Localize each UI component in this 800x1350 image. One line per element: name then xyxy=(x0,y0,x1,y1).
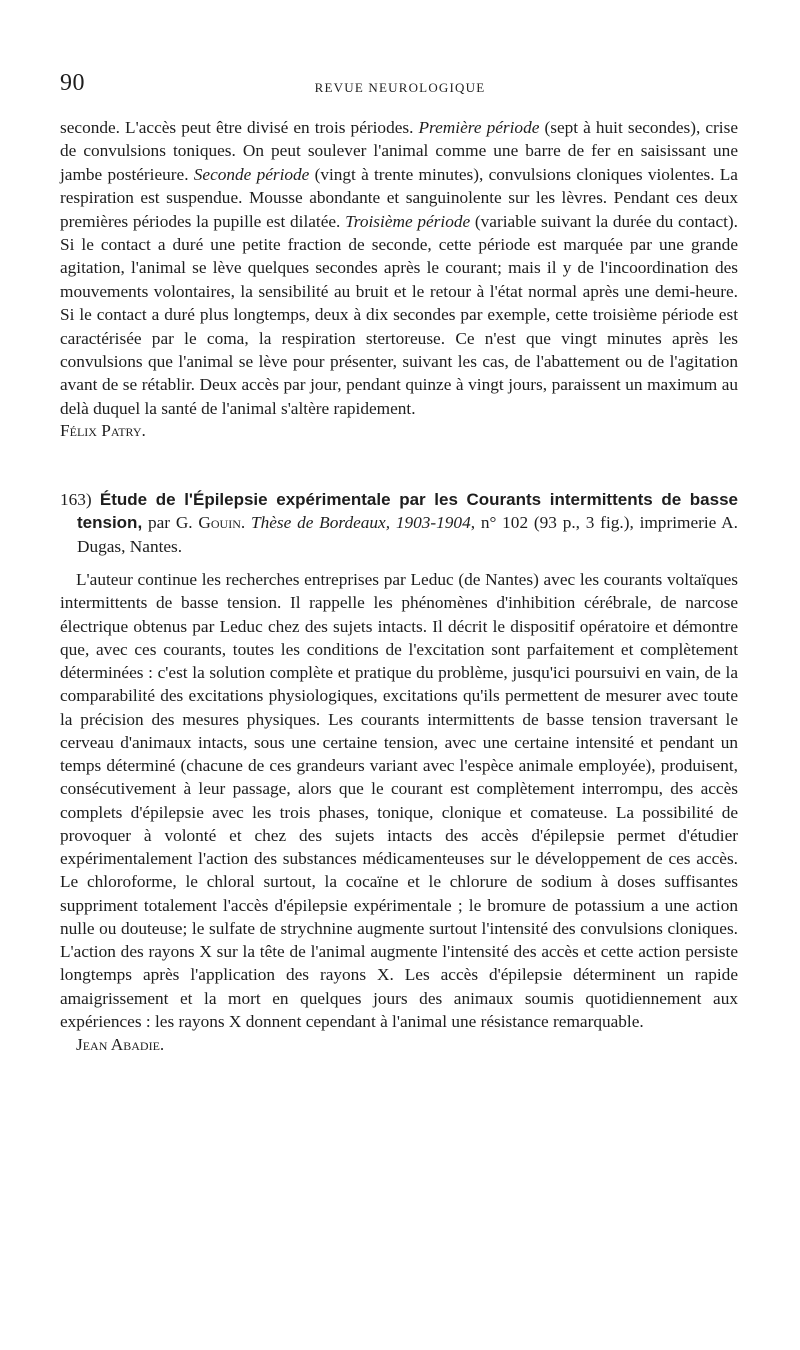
signature-text: Félix Patry. xyxy=(60,421,146,441)
text-run: seconde. L'accès peut être divisé en trois périodes. xyxy=(60,118,419,137)
abstract-signature xyxy=(60,1033,738,1056)
page-number: 90 xyxy=(60,70,85,96)
reviewer-signature xyxy=(60,419,738,442)
entry-heading xyxy=(60,488,738,558)
abstract-paragraph: L'auteur continue les recherches entreprises par Leduc (de Nantes) avec les courants voltaïques intermittents de basse tension. Il rappelle les phénomènes d'inhibition cérébrale, de narcose électrique obtenus par Leduc chez des sujets intacts. Il décrit le dispositif opératoire et démontre que, avec ces courants, toutes les conditions de l'excitation sont parfaitement et complètement déterminées : c'est la solution complète et pratique du problème, jusqu'ici poursuivi en vain, de la comparabilité des excitations physiologiques, excitations qu'ils permettent de mesurer avec toute la précision des mesures physiques. Les courants intermittents de basse tension traversant le cerveau d'animaux intacts, sous une certaine tension, avec une certaine intensité et pendant un temps déterminé (chacune de ces grandeurs variant avec l'espèce animale employée), produisent, consécutivement à leur passage, alors que le courant est complètement interrompu, des accès complets d'épilepsie avec les trois phases, tonique, clonique et comateuse. La possibilité de provoquer à volonté et chez des sujets intacts des accès d'épilepsie permet d'étudier expérimentalement l'action des substances médicamenteuses sur le développement de ces accès. Le chloroforme, le chloral surtout, la cocaïne et le chlorure de sodium à doses suffisantes suppriment totalement l'accès d'épilepsie expérimentale ; le bromure de potassium a une action nulle ou douteuse; le sulfate de strychnine augmente surtout l'intensité des convulsions cloniques. L'action des rayons X sur la tête de l'animal augmente l'intensité des accès et cette action persiste longtemps après l'application des rayons X. Les accès d'épilepsie déterminent un rapide amaigrissement et la mort en quelques jours des animaux soumis quotidiennement aux expériences : les rayons X donnent cependant à l'animal une résistance remarquable. xyxy=(60,570,738,1031)
review-paragraph xyxy=(60,116,738,420)
entry-author: G. Gouin xyxy=(175,513,241,533)
entry-thesis: Thèse de Bordeaux, 1903-1904 xyxy=(250,513,471,533)
entry-number: 163) xyxy=(60,490,92,509)
bibliographic-entry xyxy=(60,488,738,558)
running-header: REVUE NEUROLOGIQUE xyxy=(314,80,486,95)
text-run: (variable suivant la durée du contact). Si le contact a duré une petite fraction de seconde, cette période est marquée par une grande agitation, l'animal se lève quelques secondes après le courant; mais il y de l'incoordination des mouvements volontaires, la sensibilité au bruit et le retour à l'état normal après une demi-heure. Si le contact a duré plus longtemps, deux à dix secondes par exemple, cette troisième période est caractérisée par le coma, la respiration stertoreuse. Ce n'est que vingt minutes après les convulsions que l'animal se lève pour présenter, suivant les cas, de l'abattement ou de l'agitation avant de se rétablir. Deux accès par jour, pendant quinze à vingt jours, paraissent un maximum au delà duquel la santé de l'animal s'altère rapidement. xyxy=(60,211,738,418)
abstract xyxy=(60,568,738,1056)
text-run: (vingt à trente minutes), convulsions cloniques violentes. La respiration est suspendue. Mousse abondante et sanguinolente sur les lèvres. Pendant ces deux premières périodes la pupille est dilatée. xyxy=(60,164,738,231)
signature-text: Jean Abadie. xyxy=(76,1035,165,1054)
period-label: Première période xyxy=(418,118,540,137)
text-run: (sept à huit secondes), crise de convulsions toniques. On peut soulever l'animal comme une barre de fer en saisissant une jambe postérieure. xyxy=(60,118,739,184)
period-label: Troisième période xyxy=(345,211,471,231)
text-run: . xyxy=(240,513,251,533)
period-label: Seconde période xyxy=(193,164,310,184)
entry-title: Étude de l'Épilepsie expérimentale par les Courants intermittents de basse tension, xyxy=(77,490,738,533)
continued-review xyxy=(60,116,738,443)
text-run: par xyxy=(142,513,176,533)
entry-details: , n° 102 (93 p., 3 fig.), imprimerie A. Dugas, Nantes. xyxy=(77,513,738,556)
